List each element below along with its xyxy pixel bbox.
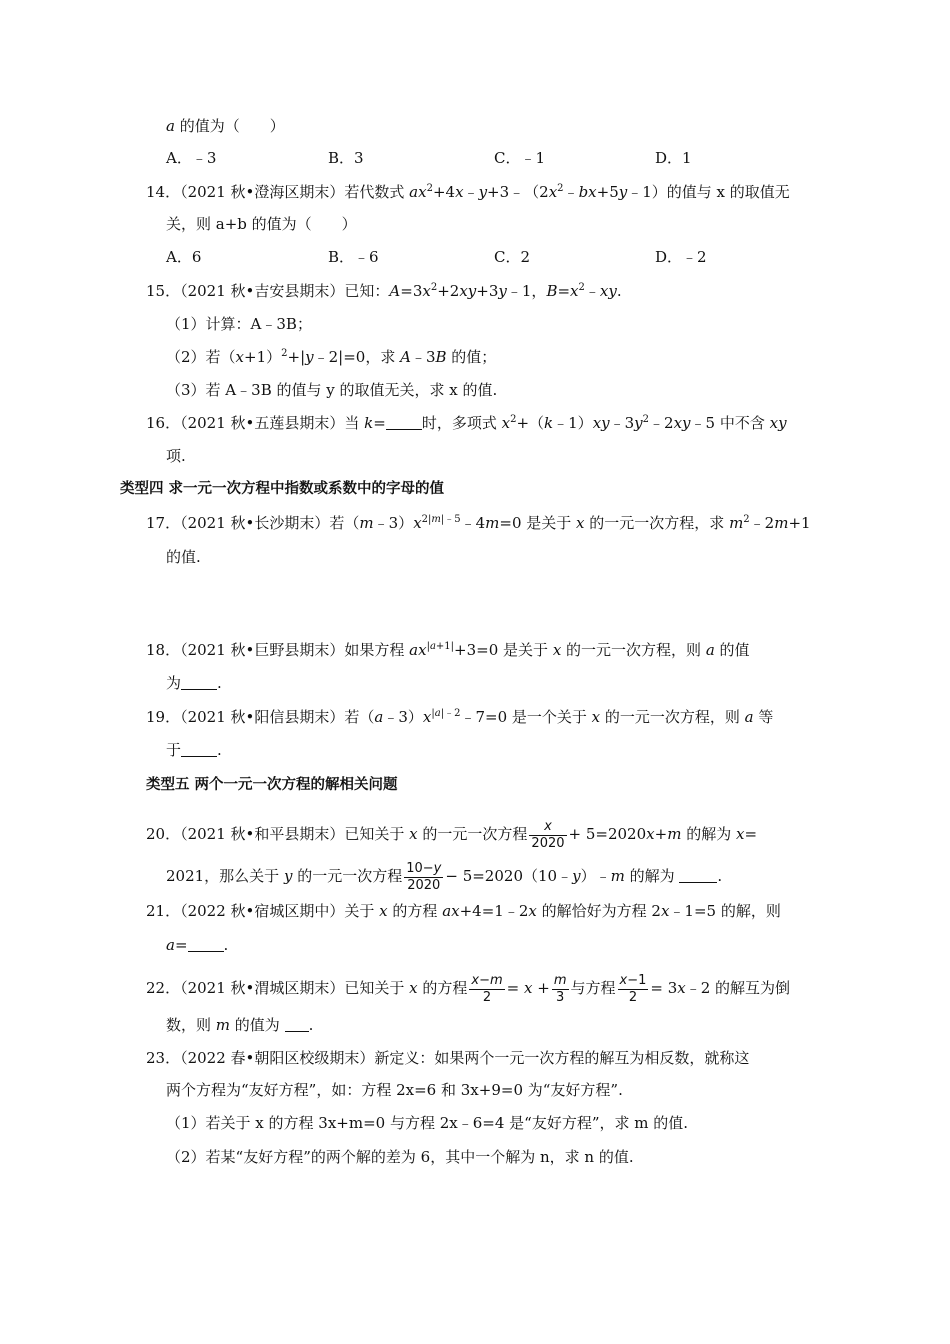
answer-blank[interactable] [181,742,217,757]
section-heading-type4: 类型四 求一元一次方程中指数或系数中的字母的值 [120,481,445,497]
q13-option-d: D．1 [655,149,692,167]
q19-line2: 于 . [166,741,222,759]
q17-line1: 17．（2021 秋•长沙期末）若$(m﹣3)x^{2|m|﹣5}﹣4m=0$ 是关于 x 的一元一次方程，求 $m^2﹣2m+1$ [146,514,811,532]
q15-part3: （3）若 A﹣3B 的值与 y 的取值无关，求 x 的值. [166,381,498,399]
q21-line2: a= . [166,936,229,954]
q18-line2: 为 . [166,674,222,692]
q16-line2: 项. [166,447,186,465]
q13-option-c: C．﹣1 [494,149,546,167]
q20-line1: 20．（2021 秋•和平县期末）已知关于 x 的一元一次方程 $\frac{x}{2020}$ + 5=2020x+m 的解为 x= [146,818,758,851]
q16-line1: 16．（2021 秋•五莲县期末）当 k= 时，多项式 $x^2+(k﹣1)xy﹣3y^2﹣2xy﹣5$ 中不含 xy [146,414,787,432]
q13-option-b: B．3 [328,149,364,167]
q23-part2: （2）若某“友好方程”的两个解的差为 6，其中一个解为 n，求 n 的值. [166,1148,634,1166]
fraction: $\frac{x-1}{2}$ [619,972,647,1005]
fraction: $\frac{m}{3}$ [553,972,567,1005]
q14-line1: 14．（2021 秋•澄海区期末）若代数式 $ax^2+4x﹣y+3﹣(2x^2﹣bx+5y﹣1)$的值与 x 的取值无 [146,183,790,201]
answer-blank[interactable] [181,675,217,690]
fraction: $\frac{x}{2020}$ [531,818,565,851]
q23-line2: 两个方程为“友好方程”，如：方程 2x=6 和 3x+9=0 为“友好方程”. [166,1081,623,1099]
q18-line1: 18．（2021 秋•巨野县期末）如果方程 $ax^{|a+1|}+3=0$ 是关于 x 的一元一次方程，则 a 的值 [146,641,750,659]
q19-line1: 19．（2021 秋•阳信县期末）若$(a﹣3)x^{|a|﹣2}﹣7=0$ 是一个关于 x 的一元一次方程，则 a 等 [146,708,774,726]
q23-part1: （1）若关于 x 的方程 3x+m=0 与方程 2x﹣6=4 是“友好方程”，求 m 的值. [166,1114,689,1132]
q15-part1: （1）计算：A﹣3B； [166,315,312,333]
q22-line2: 数，则 m 的值为 . [166,1016,314,1034]
answer-blank[interactable] [285,1017,309,1032]
q14-option-a: A．6 [166,248,202,266]
q22-line1: 22．（2021 秋•渭城区期末）已知关于 x 的方程 $\frac{x-m}{2}$ = x + $\frac{m}{3}$ 与方程 $\frac{x-1}{2}$ = 3x﹣2 的解互为倒 [146,972,791,1005]
q13-option-a: A．﹣3 [166,149,217,167]
section-heading-type5: 类型五 两个一元一次方程的解相关问题 [146,777,398,793]
q23-line1: 23．（2022 春•朝阳区校级期末）新定义：如果两个一元一次方程的解互为相反数，就称这 [146,1049,750,1067]
answer-blank[interactable] [679,868,717,883]
answer-blank[interactable] [386,415,422,430]
answer-blank[interactable] [188,937,224,952]
q13-stem-tail: a 的值为（ ） [166,117,285,135]
q14-line2: 关，则 a+b 的值为（ ） [166,215,357,233]
q15-stem: 15．（2021 秋•吉安县期末）已知：$A=3x^2+2xy+3y﹣1$，$B=x^2﹣xy$. [146,282,622,300]
q21-line1: 21．（2022 秋•宿城区期中）关于 x 的方程 ax+4=1﹣2x 的解恰好为方程 2x﹣1=5 的解，则 [146,902,781,920]
q20-line2: 2021，那么关于 y 的一元一次方程 $\frac{10-y}{2020}$ − 5=2020（10﹣y）﹣m 的解为 . [166,860,723,893]
q17-line2: 的值. [166,548,201,566]
q14-option-b: B．﹣6 [328,248,379,266]
q14-option-c: C．2 [494,248,531,266]
q14-option-d: D．﹣2 [655,248,707,266]
q15-part2: （2）若$(x+1)^2+|y﹣2|=0$，求 A﹣3B 的值； [166,348,497,366]
fraction: $\frac{10-y}{2020}$ [406,860,442,893]
fraction: $\frac{x-m}{2}$ [471,972,503,1005]
